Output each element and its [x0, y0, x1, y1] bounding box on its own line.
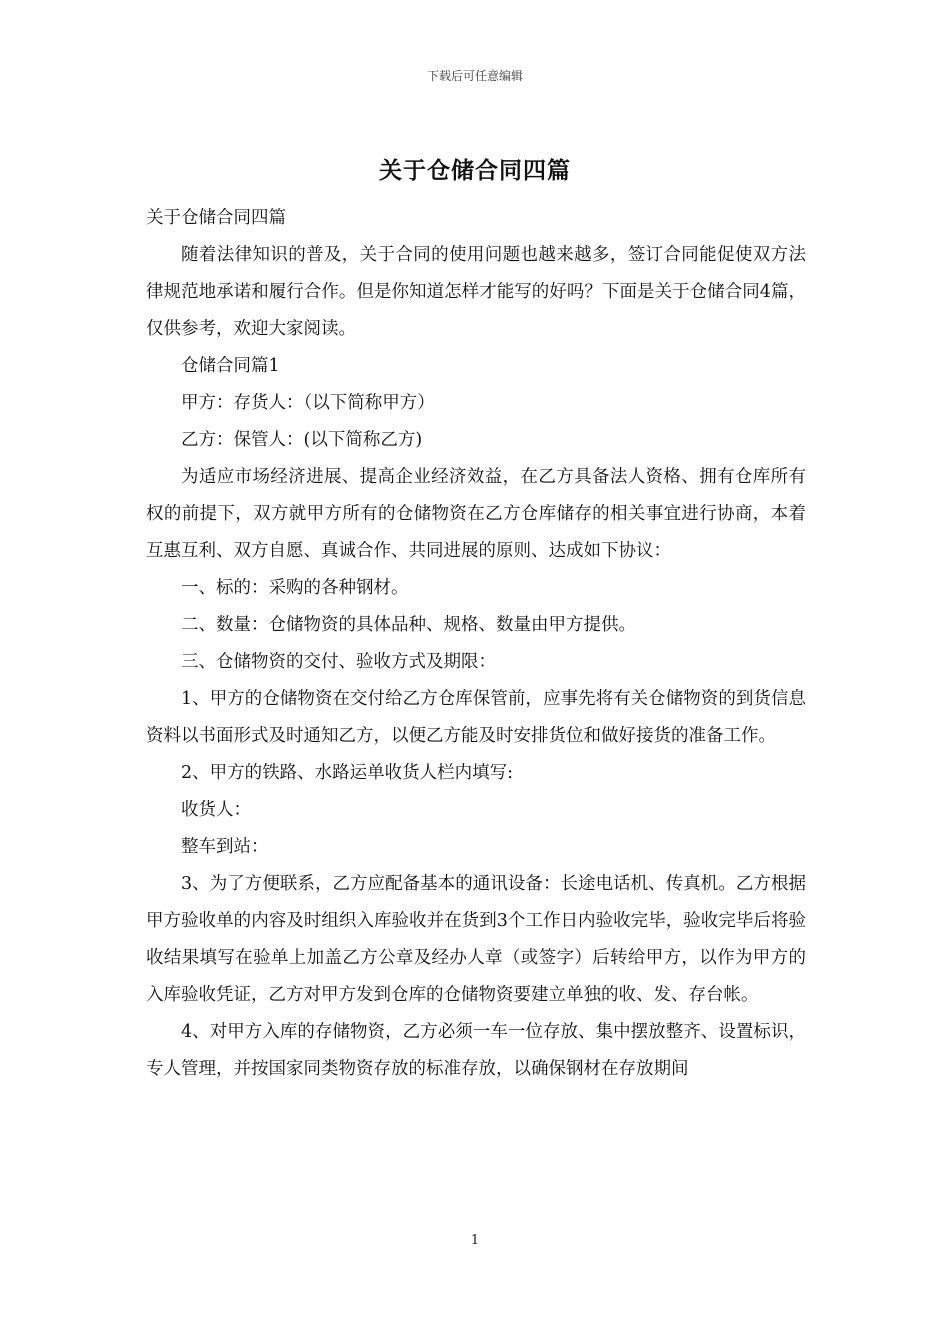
- paragraph-clause-1: 一、标的：采购的各种钢材。: [181, 578, 409, 598]
- paragraph-intro: 随着法律知识的普及，关于合同的使用问题也越来越多，签订合同能促使双方法律规范地承诺和履行合作。但是你知道怎样才能写的好吗？下面是关于仓储合同4篇，仅供参考，欢迎大家阅读。: [146, 245, 806, 339]
- header-note: 下载后可任意编辑: [426, 69, 523, 83]
- document-title: 关于仓储合同四篇: [379, 157, 571, 184]
- page-number: 1: [470, 1233, 480, 1248]
- paragraph-clause-3: 三、仓储物资的交付、验收方式及期限：: [181, 652, 496, 672]
- paragraph-contract-heading: 仓储合同篇1: [181, 356, 280, 376]
- paragraph-consignee: 收货人：: [181, 800, 251, 820]
- paragraph-item-2: 2、甲方的铁路、水路运单收货人栏内填写:: [181, 763, 514, 783]
- paragraph-subtitle: 关于仓储合同四篇: [146, 208, 286, 228]
- paragraph-preamble: 为适应市场经济进展、提高企业经济效益，在乙方具备法人资格、拥有仓库所有权的前提下，双方就甲方所有的仓储物资在乙方仓库储存的相关事宜进行协商，本着互惠互利、双方自愿、真诚合作、共同进展的原则、达成如下协议：: [146, 467, 806, 561]
- paragraph-station: 整车到站：: [181, 837, 269, 857]
- paragraph-item-1: 1、甲方的仓储物资在交付给乙方仓库保管前，应事先将有关仓储物资的到货信息资料以书面形式及时通知乙方，以便乙方能及时安排货位和做好接货的准备工作。: [146, 689, 806, 746]
- paragraph-clause-2: 二、数量：仓储物资的具体品种、规格、数量由甲方提供。: [181, 615, 636, 635]
- paragraph-party-a: 甲方：存货人：（以下简称甲方）: [181, 393, 435, 413]
- paragraph-item-4: 4、对甲方入库的存储物资，乙方必须一车一位存放、集中摆放整齐、设置标识，专人管理，并按国家同类物资存放的标准存放，以确保钢材在存放期间: [146, 1022, 806, 1079]
- paragraph-party-b: 乙方：保管人：(以下简称乙方): [181, 430, 423, 450]
- paragraph-item-3: 3、为了方便联系，乙方应配备基本的通讯设备：长途电话机、传真机。乙方根据甲方验收单的内容及时组织入库验收并在货到3个工作日内验收完毕，验收完毕后将验收结果填写在验单上加盖乙方公章及经办人章（或签字）后转给甲方，以作为甲方的入库验收凭证，乙方对甲方发到仓库的仓储物资要建立单独的收、发、存台帐。: [146, 874, 806, 1005]
- document-body: [146, 200, 806, 1088]
